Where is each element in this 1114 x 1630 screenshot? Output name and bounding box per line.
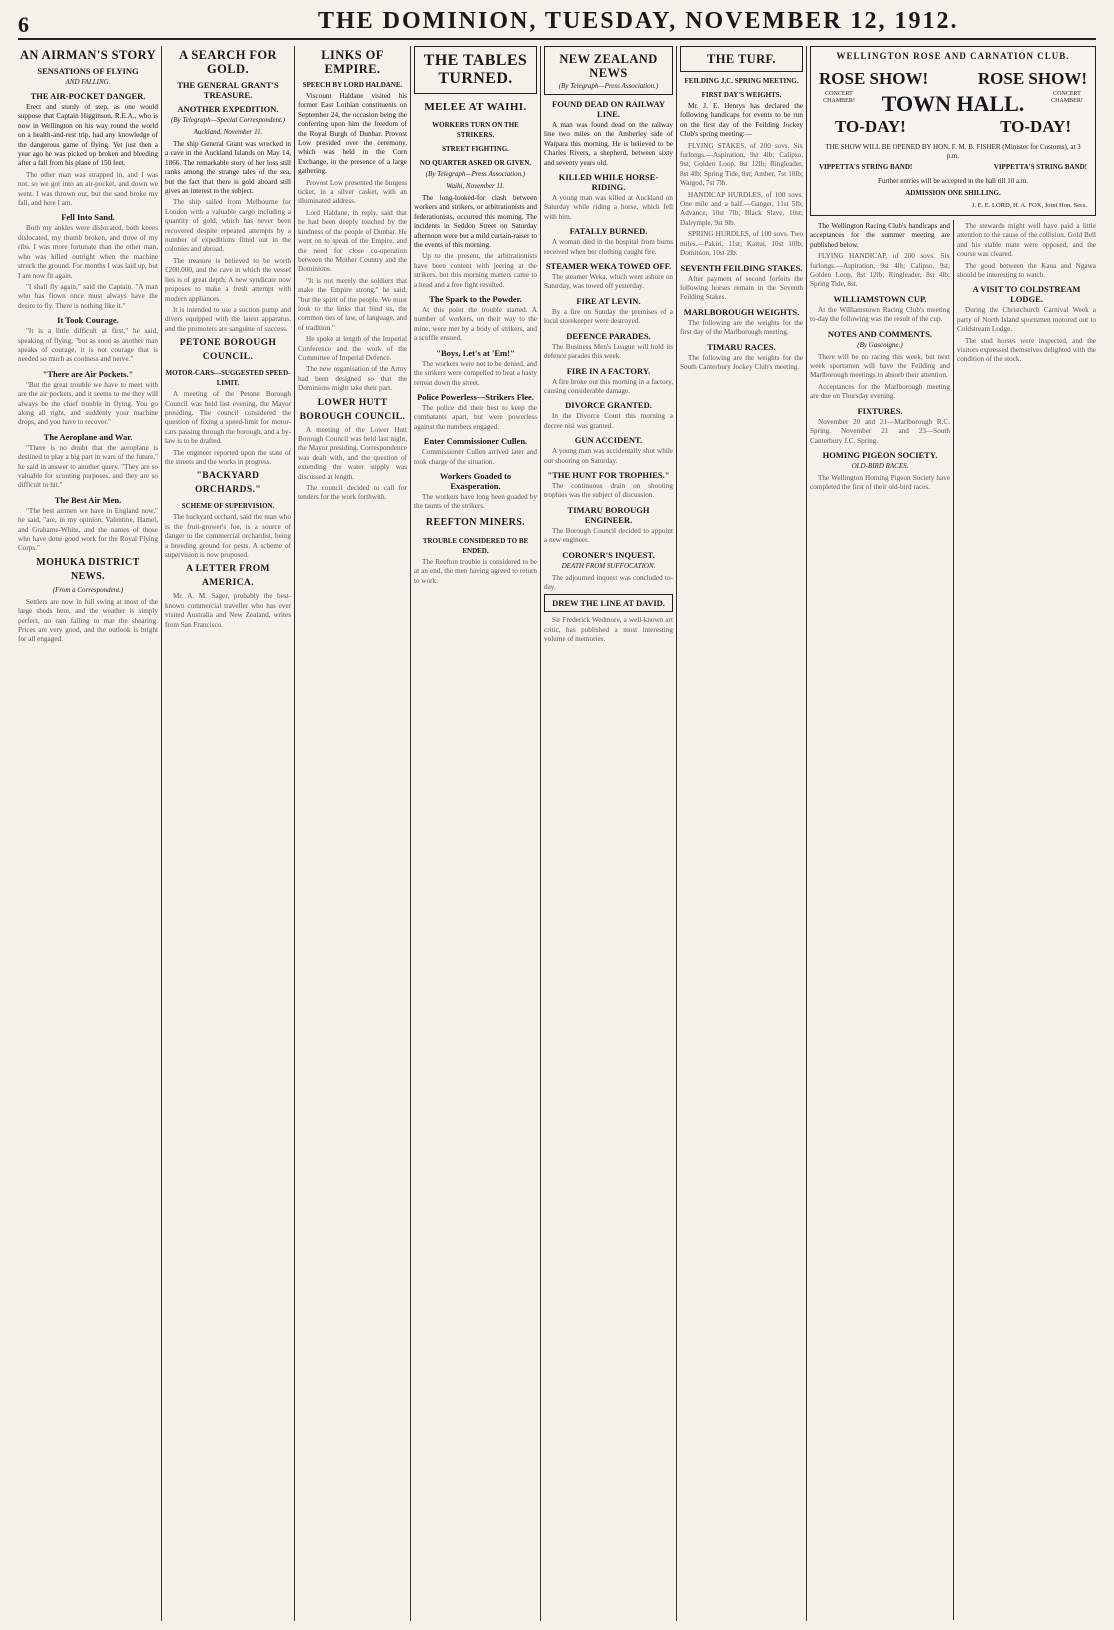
article-text: Commissioner Cullen arrived later and took charge of the situation. bbox=[414, 448, 537, 466]
ad-band bbox=[819, 163, 1087, 172]
column-rule bbox=[806, 46, 807, 1621]
article-text: "It is a little difficult at first," he said, speaking of flying, "but as soon as another man speaks of courage, it is not courage that is needed so much as coolness and nerve." bbox=[18, 327, 158, 364]
section-heading: "THE HUNT FOR TROPHIES." bbox=[547, 469, 670, 480]
article-text: FLYING HANDICAP, of 200 sovs. Six furlongs.—Aspiration, 9st 4lb; Calipso, 9st; Golden Loop, 8st 12lb; Ringleader, 8st 4lb; Spring Tide, 8st. bbox=[810, 252, 950, 289]
article-text: Up to the present, the arbitrationists have been content with jeering at the strikers, but this morning matters came to a head and a free fight resulted. bbox=[414, 252, 537, 289]
article-text: The Wellington Homing Pigeon Society have completed the first of their old-bird races. bbox=[810, 473, 950, 492]
article-text: A young man was killed at Auckland on Saturday while riding a horse, which fell with him. bbox=[544, 194, 673, 221]
article-text: The new organisation of the Army had been designed so that the Dominions might take their part. bbox=[298, 365, 407, 393]
headline-box bbox=[680, 46, 803, 72]
section-heading: A VISIT TO COLDSTREAM LODGE. bbox=[972, 284, 1081, 305]
subheading: NO QUARTER ASKED OR GIVEN. bbox=[419, 159, 532, 167]
article-text: During the Christchurch Carnival Week a party of North Island sportsmen motored out to Coldstream Lodge. bbox=[957, 306, 1096, 334]
subheading: MOTOR-CARS—SUGGESTED SPEED-LIMIT. bbox=[165, 369, 291, 388]
headline-petone-council: PETONE BOROUGH COUNCIL. bbox=[179, 338, 277, 363]
headline-reefton-miners: REEFTON MINERS. bbox=[425, 516, 526, 528]
column-rule bbox=[161, 46, 162, 1621]
headline-box bbox=[544, 594, 673, 612]
article-text: SPRING HURDLES, of 100 sovs. Two miles.—Pakiri, 11st; Kaitui, 10st 10lb; Dominion, 10st 2lb. bbox=[680, 230, 803, 258]
article-text: The workers have long been goaded by the taunts of the strikers. bbox=[414, 492, 537, 511]
ad-today-left: TO-DAY! bbox=[835, 117, 906, 136]
article-text: The continuous drain on shooting trophies was the subject of discussion. bbox=[544, 481, 673, 500]
article-text: The following are the weights for the South Canterbury Jockey Club's meeting. bbox=[680, 353, 803, 371]
rose-show-advertisement bbox=[810, 46, 1096, 216]
section-heading: TIMARU BOROUGH ENGINEER. bbox=[567, 504, 650, 525]
ad-band-left: VIPPETTA'S STRING BAND! bbox=[819, 163, 913, 171]
article-text: A young man was accidentally shot while out shooting on Saturday. bbox=[544, 447, 673, 465]
subheading: FIRST DAY'S WEIGHTS. bbox=[701, 91, 782, 99]
subheading: OLD-BIRD RACES. bbox=[851, 461, 909, 470]
article-text: "I shall fly again," said the Captain. "A man who has flown once must always have the desire to fly. There is nothing like it." bbox=[18, 282, 158, 310]
article-text: The backyard orchard, said the man who is the fruit-grower's foe, is a source of danger to the commercial orchardist, being a breeding ground for pests. A scheme of supervision is now proposed. bbox=[165, 513, 291, 559]
subheading: ANOTHER EXPEDITION. bbox=[177, 104, 279, 114]
section-heading: STEAMER WEKA TOWED OFF. bbox=[545, 261, 672, 272]
article-text: A fire broke out this morning in a factory, causing considerable damage. bbox=[544, 377, 673, 395]
article-text: The good between the Kaua and Ngawa should be interesting to watch. bbox=[957, 261, 1096, 280]
article-text: A meeting of the Petone Borough Council was held last evening, the Mayor presiding. The council considered the question of fixing a speed-limit for motor-cars passing through the borough, and a by-law is to be drafted. bbox=[165, 390, 291, 446]
page-number: 6 bbox=[18, 12, 29, 37]
article-text: Viscount Haldane visited his former East Lothian constituents on September 24, the occasion being the conferring upon him the freedom of the Royal Burgh of Dunbar. Provost Low presided over the ceremony, which was held in the Corn Exchange, in the presence of a large gathering. bbox=[298, 92, 407, 176]
section-heading: It Took Courage. bbox=[57, 315, 119, 326]
article-text: Settlers are now in full swing at most of the large sheds here, and the weather is simply perfect, no rain falling to mar the shearing. Prices are very good, and the outlook is bright for all engaged. bbox=[18, 597, 158, 644]
subheading: FEILDING J.C. SPRING MEETING. bbox=[684, 77, 799, 85]
section-heading: The Aeroplane and War. bbox=[43, 431, 133, 442]
ad-organisation: WELLINGTON ROSE AND CARNATION CLUB. bbox=[836, 51, 1070, 61]
section-heading: HOMING PIGEON SOCIETY. bbox=[822, 449, 938, 460]
headline-letter-from-america: A LETTER FROM AMERICA. bbox=[186, 564, 270, 589]
byline: (By Telegraph—Press Association.) bbox=[425, 170, 526, 178]
subheading: WORKERS TURN ON THE STRIKERS. bbox=[432, 121, 519, 139]
headline-mohuka: MOHUKA DISTRICT NEWS. bbox=[36, 556, 140, 582]
ad-secretaries: J. E. E. LORD, H. A. FOX, Joint Hon. Secs. bbox=[971, 202, 1087, 209]
article-text: The Business Men's League will hold its defence parades this week. bbox=[544, 342, 673, 361]
section-heading: "There are Air Pockets." bbox=[42, 368, 134, 379]
headline-airmans-story: AN AIRMAN'S STORY bbox=[19, 48, 156, 62]
subheading: DEATH FROM SUFFOCATION. bbox=[561, 561, 656, 570]
ad-concert-left: CONCERT CHAMBER! bbox=[823, 91, 855, 104]
section-heading: Workers Goaded to Exasperation. bbox=[439, 470, 512, 491]
headline-backyard-orchards: "BACKYARD ORCHARDS." bbox=[194, 471, 261, 496]
section-heading: GUN ACCIDENT. bbox=[574, 435, 643, 446]
article-text: The steamer Weka, which went ashore on Saturday, was towed off yesterday. bbox=[544, 273, 673, 291]
section-heading: DIVORCE GRANTED. bbox=[565, 400, 652, 411]
article-text: Erect and sturdy of step, as one would suppose that Captain Higginson, R.E.A., who is now in Wellington on his way round the world on a health-and-rest trip, had any knowledge of the dangerous game of flying. Yet just then a year ago he was picked up broken and bleeding after a fall from his plane of 150 feet. bbox=[18, 103, 158, 168]
headline-box bbox=[544, 46, 673, 95]
ad-entries: Further entries will be accepted in the hall till 10 a.m. bbox=[877, 177, 1029, 185]
subheading: THE GENERAL GRANT'S TREASURE. bbox=[177, 80, 279, 100]
article-text: Sir Frederick Wedmore, a well-known art critic, has published a most interesting volume of memories. bbox=[544, 616, 673, 644]
article-text: The long-looked-for clash between workers and strikers, or arbitrationists and federationists, occurred this morning. The incidents in Seddon Street on Saturday afternoon were but a mild curtain-raiser to the events of this morning. bbox=[414, 194, 537, 250]
article-text: He spoke at length of the Imperial Conference and the work of the Committee of Imperial Defence. bbox=[298, 335, 407, 362]
article-text: The adjourned inquest was concluded to-day. bbox=[544, 573, 673, 591]
dateline: Waihi, November 11. bbox=[446, 182, 505, 190]
article-text: The other man was strapped in, and I was not, so we got into an air-pocket, and down we went. I was thrown out, but the sand broke my fall, and here I am. bbox=[18, 170, 158, 208]
article-text: Mr. J. E. Henrys has declared the following handicaps for events to be run on the first day of the Feilding Jockey Club's spring meeting:— bbox=[680, 102, 803, 139]
subheading: AND FALLING. bbox=[65, 78, 111, 86]
article-text: "The best airmen we have in England now," he said, "are, in my opinion, Valentine, Hamel, and Grahame-White, and the names of those who have done good work for the Royal Flying Corps." bbox=[18, 506, 158, 553]
section-heading: FIRE IN A FACTORY. bbox=[566, 365, 651, 376]
article-text: By a fire on Sunday the premises of a local storekeeper were destroyed. bbox=[544, 307, 673, 326]
headline-box bbox=[414, 46, 537, 94]
column-1 bbox=[18, 46, 158, 1621]
column-6 bbox=[680, 46, 803, 1621]
article-text: The Borough Council decided to appoint a new engineer. bbox=[544, 526, 673, 545]
column-rule bbox=[953, 220, 954, 1620]
subheading: SENSATIONS OF FLYING bbox=[37, 66, 139, 76]
dateline: Auckland, November 11. bbox=[193, 128, 263, 136]
article-text: The workers were not to be denied, and the strikers were compelled to beat a hasty retreat down the street. bbox=[414, 359, 537, 387]
article-text: Lord Haldane, in reply, said that he had been deeply touched by the kindness of the people of Dunbar. He went on to speak of the Empire, and the need for close co-operation between the Mother Country and the Dominions. bbox=[298, 208, 407, 274]
newspaper-title: THE DOMINION, TUESDAY, NOVEMBER 12, 1912. bbox=[318, 8, 959, 34]
article-text: The following are the weights for the first day of the Marlborough meeting. bbox=[680, 318, 803, 337]
headline-search-for-gold: A SEARCH FOR GOLD. bbox=[179, 48, 277, 76]
article-text: The treasure is believed to be worth £200,000, and the cave in which the vessel lies is of great depth. A new syndicate now proposes to make a fresh attempt with modern appliances. bbox=[165, 256, 291, 303]
headline-lower-hutt-council: LOWER HUTT BOROUGH COUNCIL. bbox=[299, 397, 406, 422]
article-text: "It is not merely the soldiers that make the Empire strong," he said, "but the spirit of the people. We must look to the links that bind us, the common ties of law, of language, and of tradition." bbox=[298, 276, 407, 332]
subheading: SPEECH BY LORD HALDANE. bbox=[302, 81, 403, 89]
section-heading: The Best Air Men. bbox=[54, 494, 122, 505]
article-text: Provost Low presented the burgess ticket, in a silver casket, with an illuminated address. bbox=[298, 178, 407, 206]
article-text: A woman died in the hospital from burns received when her clothing caught fire. bbox=[544, 238, 673, 256]
article-text: At this point the trouble started. A number of workers, on their way to the mine, were met by a body of strikers, and a scuffle ensued. bbox=[414, 306, 537, 343]
article-text: November 20 and 21—Marlborough R.C. Spring. November 21 and 23—South Canterbury J.C. Spring. bbox=[810, 417, 950, 445]
section-heading: FATALLY BURNED. bbox=[569, 226, 648, 237]
article-text: The stewards might well have paid a little attention to the cause of the collision. Gold Bell and his stable mate were opposed, and the course was cleared. bbox=[957, 222, 1096, 259]
article-text: Both my ankles were dislocated, both knees dislocated, my thumb broken, and three of my ribs. I was more fortunate than the other man, who was killed outright when the machine struck the ground. For months I was laid up, but I am now fit again. bbox=[18, 224, 158, 280]
byline: (By Gascoigne.) bbox=[857, 340, 903, 349]
section-heading: Police Powerless—Strikers Flee. bbox=[417, 391, 534, 402]
section-heading: Fell Into Sand. bbox=[61, 212, 115, 223]
ad-admission: ADMISSION ONE SHILLING. bbox=[905, 189, 1001, 197]
article-text: The engineer reported upon the state of the streets and the works in progress. bbox=[165, 448, 291, 466]
article-text: The Wellington Racing Club's handicaps and acceptances for the summer meeting are published below. bbox=[810, 222, 950, 249]
article-text: It is intended to use a suction pump and divers equipped with the latest apparatus, and the promoters are sanguine of success. bbox=[165, 305, 291, 333]
section-heading: WILLIAMSTOWN CUP. bbox=[833, 293, 927, 304]
article-text: The council decided to call for tenders for the work forthwith. bbox=[298, 484, 407, 502]
column-3 bbox=[298, 46, 407, 1621]
subheading: STREET FIGHTING. bbox=[442, 145, 509, 153]
subheading: TROUBLE CONSIDERED TO BE ENDED. bbox=[422, 536, 529, 555]
column-rule bbox=[410, 46, 411, 1621]
section-heading: KILLED WHILE HORSE-RIDING. bbox=[558, 172, 659, 193]
section-heading: FOUND DEAD ON RAILWAY LINE. bbox=[552, 99, 665, 119]
ad-show-right: ROSE SHOW! bbox=[977, 69, 1087, 88]
article-text: HANDICAP HURDLES, of 100 sovs. One mile and a half.—Ganger, 11st 5lb; Advance, 10st 7lb; Black Slave, 10st; Dalrymple, 9st 9lb. bbox=[680, 190, 803, 227]
article-text: A meeting of the Lower Hutt Borough Council was held last night, the Mayor presiding. Correspondence was dealt with, and the question of extending the water supply was discussed at length. bbox=[298, 425, 407, 481]
article-text: Acceptances for the Marlborough meeting are due on Thursday evening. bbox=[810, 382, 950, 401]
section-heading: FIRE AT LEVIN. bbox=[576, 295, 641, 306]
column-2 bbox=[165, 46, 291, 1621]
byline: (From a Correspondent.) bbox=[52, 585, 124, 594]
section-heading: "Boys, Let's at 'Em!" bbox=[436, 347, 515, 358]
section-heading: The Spark to the Powder. bbox=[429, 294, 522, 305]
column-rule bbox=[676, 46, 677, 1621]
article-text: Mr. A. M. Sager, probably the best-known commercial traveller who has ever visited Australia and New Zealand, writes from San Francisco. bbox=[165, 592, 291, 629]
byline: (By Telegraph—Special Correspondent.) bbox=[171, 116, 285, 124]
column-5 bbox=[544, 46, 673, 1621]
ad-town-hall: TOWN HALL. bbox=[881, 91, 1025, 116]
article-text: FLYING STAKES, of 200 sovs. Six furlongs.—Aspiration, 9st 4lb; Calipso, 9st; Golden Loop, 8st 12lb; Ringleader, 8st 4lb; Spring Tide, 8st; Amber, 7st 10lb; Wargod, 7st 7lb. bbox=[680, 141, 803, 188]
byline: (By Telegraph—Press Association.) bbox=[558, 82, 659, 90]
article-text: A man was found dead on the railway line two miles on the Amberley side of Waipara this morning. He is believed to be Charles Rivers, a shepherd, between sixty and seventy years old. bbox=[544, 121, 673, 167]
article-text: The Reefton trouble is considered to be at an end, the men having agreed to return to work. bbox=[414, 557, 537, 585]
article-text: After payment of second forfeits the following horses remain in the Seventh Feilding Stakes. bbox=[680, 274, 803, 302]
masthead bbox=[18, 8, 1096, 40]
article-text: "But the great trouble we have to meet with are the air pockets, and it seems to me they will always be the chief trouble in flying. You go along all right, and suddenly your machine drops, and you have to recover." bbox=[18, 380, 158, 427]
column-4 bbox=[414, 46, 537, 1621]
ad-today-right: TO-DAY! bbox=[1000, 117, 1071, 136]
section-heading: MARLBOROUGH WEIGHTS. bbox=[683, 306, 800, 317]
section-heading: TIMARU RACES. bbox=[707, 341, 776, 352]
article-text: The ship General Grant was wrecked in a cave in the Auckland Islands on May 14, 1866. The remarkable story of her loss still ranks among the strange tales of the sea, but the fact that there is gold aboard still gives an interest to the subject. bbox=[165, 140, 291, 196]
headline-tables-turned: THE TABLES TURNED. bbox=[423, 52, 528, 87]
column-7 bbox=[810, 222, 950, 1620]
article-text: The stud horses were inspected, and the visitors expressed themselves delighted with the condition of the stock. bbox=[957, 336, 1096, 364]
article-text: In the Divorce Court this morning a decree nisi was granted. bbox=[544, 412, 673, 430]
subheading: MELEE AT WAIHI. bbox=[424, 101, 527, 113]
column-8 bbox=[957, 222, 1096, 1620]
subheading: THE AIR-POCKET DANGER. bbox=[30, 91, 146, 101]
section-heading: FIXTURES. bbox=[857, 405, 903, 416]
headline-nz-news: NEW ZEALAND NEWS bbox=[559, 52, 658, 80]
article-text: The ship sailed from Melbourne for London with a valuable cargo including a quantity of gold, which has never been recovered despite repeated attempts by a number of expeditions fitted out in the colonies and abroad. bbox=[165, 198, 291, 254]
article-text: There will be no racing this week, but next week sportsmen will have the Feilding and Marlborough meetings to absorb their attention. bbox=[810, 352, 950, 380]
section-heading: Enter Commissioner Cullen. bbox=[423, 436, 528, 447]
article-text: The police did their best to keep the combatants apart, but were powerless against the numbers engaged. bbox=[414, 403, 537, 431]
column-rule bbox=[294, 46, 295, 1621]
ad-show-left: ROSE SHOW! bbox=[819, 69, 929, 88]
subheading: SCHEME OF SUPERVISION. bbox=[181, 502, 275, 511]
ad-concert-right: CONCERT CHAMBER! bbox=[1051, 91, 1083, 104]
article-text: "There is no doubt that the aeroplane is destined to play a big part in wars of the future," he said in answer to another query. "They are so valuable for scouting purposes, and they are so difficult to hit." bbox=[18, 443, 158, 490]
headline-the-turf: THE TURF. bbox=[707, 52, 776, 66]
column-rule bbox=[540, 46, 541, 1621]
section-heading: SEVENTH FEILDING STAKES. bbox=[680, 262, 803, 273]
article-text: At the Williamstown Racing Club's meeting to-day the following was the result of the cup. bbox=[810, 305, 950, 324]
section-heading: CORONER'S INQUEST. bbox=[562, 549, 655, 560]
section-heading: DEFENCE PARADES. bbox=[566, 330, 651, 341]
section-heading: DREW THE LINE AT DAVID. bbox=[552, 598, 665, 609]
ad-band-right: VIPPETTA'S STRING BAND! bbox=[993, 163, 1087, 171]
ad-opened-by: THE SHOW WILL BE OPENED BY HON. F. M. B. FISHER (Minister for Customs), at 3 p.m. bbox=[825, 143, 1081, 160]
headline-links-of-empire: LINKS OF EMPIRE. bbox=[321, 48, 384, 76]
section-heading: NOTES AND COMMENTS. bbox=[827, 328, 933, 339]
